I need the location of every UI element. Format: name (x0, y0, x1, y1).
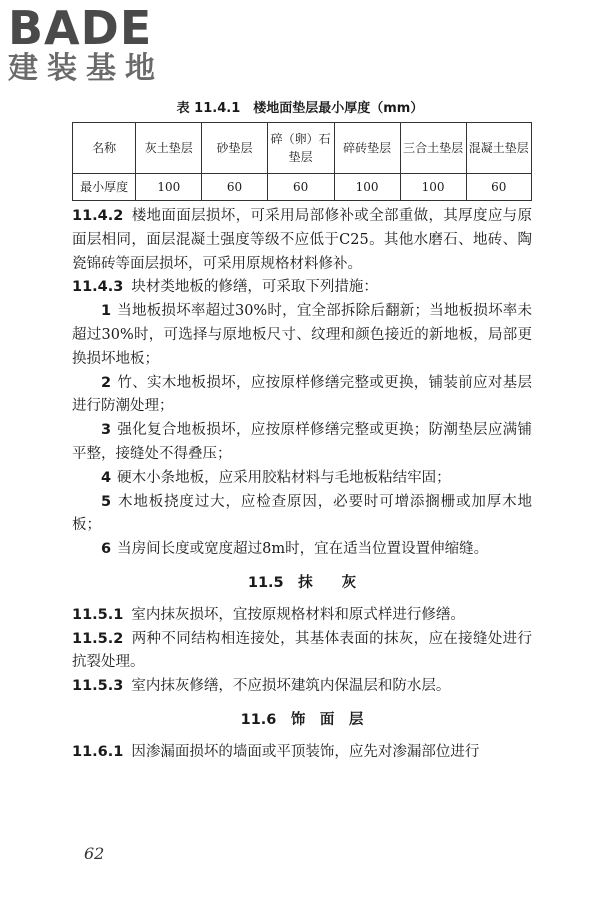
header-cell: 碎（卵）石垫层 (267, 123, 334, 174)
item-text: 竹、实木地板损坏，应按原样修缮完整或更换，铺装前应对基层进行防潮处理； (72, 374, 532, 415)
clause-number: 11.6.1 (72, 743, 124, 760)
list-item (72, 419, 532, 467)
value-cell: 100 (136, 174, 202, 201)
item-number: 3 (101, 422, 112, 439)
value-cell: 100 (334, 174, 400, 201)
item-number: 5 (101, 493, 112, 510)
list-item (72, 491, 532, 539)
item-number: 6 (101, 541, 112, 558)
clause-number: 11.5.3 (72, 678, 124, 695)
document-body (72, 205, 532, 765)
item-text: 强化复合地板损坏，应按原样修缮完整或更换；防潮垫层应满铺平整，接缝处不得叠压； (72, 422, 532, 462)
clause-11-5-2 (72, 628, 532, 676)
item-text: 木地板挠度过大，应检查原因，必要时可增添搁栅或加厚木地板； (72, 493, 532, 534)
value-cell: 100 (400, 174, 466, 201)
logo-text-en: BADE (8, 1, 153, 55)
row-label: 最小厚度 (73, 174, 136, 201)
list-item (72, 300, 532, 371)
clause-11-6-1 (72, 741, 532, 765)
item-text: 硬木小条地板，应采用胶粘材料与毛地板粘结牢固； (117, 469, 451, 486)
clause-number: 11.4.2 (72, 208, 124, 224)
header-cell: 混凝土垫层 (466, 123, 531, 174)
header-cell: 砂垫层 (202, 123, 267, 174)
value-cell: 60 (267, 174, 334, 201)
clause-11-5-1 (72, 604, 532, 628)
item-text: 当地板损坏率超过30%时，宜全部拆除后翻新；当地板损坏率未超过30%时，可选择与原地板尺寸、纹理和颜色接近的新地板，局部更换损坏地板； (72, 303, 532, 367)
header-cell: 碎砖垫层 (334, 123, 400, 174)
table-header-row (73, 123, 532, 174)
clause-text: 楼地面面层损坏，可采用局部修补或全部重做，其厚度应与原面层相同，面层混凝土强度等级不应低于C25。其他水磨石、地砖、陶瓷锦砖等面层损坏，可采用原规格材料修补。 (72, 208, 532, 272)
header-cell: 灰土垫层 (136, 123, 202, 174)
item-number: 1 (101, 303, 112, 320)
clause-text: 室内抹灰修缮，不应损坏建筑内保温层和防水层。 (131, 678, 451, 695)
list-item (72, 372, 532, 420)
clause-11-4-3 (72, 276, 532, 300)
clause-11-5-3 (72, 675, 532, 699)
logo (8, 1, 183, 86)
table-caption: 表 11.4.1 楼地面垫层最小厚度（mm） (176, 101, 424, 116)
clause-11-4-2 (72, 205, 532, 276)
clause-number: 11.5.1 (72, 606, 124, 623)
clause-number: 11.5.2 (72, 630, 124, 647)
clause-text: 块材类地板的修缮，可采取下列措施： (131, 279, 378, 296)
value-cell: 60 (466, 174, 531, 201)
list-item (72, 467, 532, 491)
section-heading-11-5: 11.5 抹 灰 (247, 574, 357, 591)
clause-number: 11.4.3 (72, 279, 124, 296)
list-item (72, 538, 532, 562)
page-number: 62 (84, 844, 105, 863)
table-row (73, 174, 532, 201)
section-heading-11-6: 11.6 饰 面 层 (240, 711, 364, 728)
value-cell: 60 (202, 174, 267, 201)
thickness-table (72, 122, 532, 201)
clause-text: 两种不同结构相连接处，其基体表面的抹灰，应在接缝处进行抗裂处理。 (72, 630, 532, 671)
item-number: 4 (101, 469, 112, 486)
logo-text-cn: 建装基地 (8, 51, 164, 86)
item-text: 当房间长度或宽度超过8m时，宜在适当位置设置伸缩缝。 (117, 541, 489, 558)
clause-text: 因渗漏面损坏的墙面或平顶装饰，应先对渗漏部位进行 (131, 743, 480, 760)
clause-text: 室内抹灰损坏，宜按原规格材料和原式样进行修缮。 (131, 606, 465, 623)
header-cell: 三合土垫层 (400, 123, 466, 174)
item-number: 2 (101, 374, 112, 391)
header-cell: 名称 (73, 123, 136, 174)
